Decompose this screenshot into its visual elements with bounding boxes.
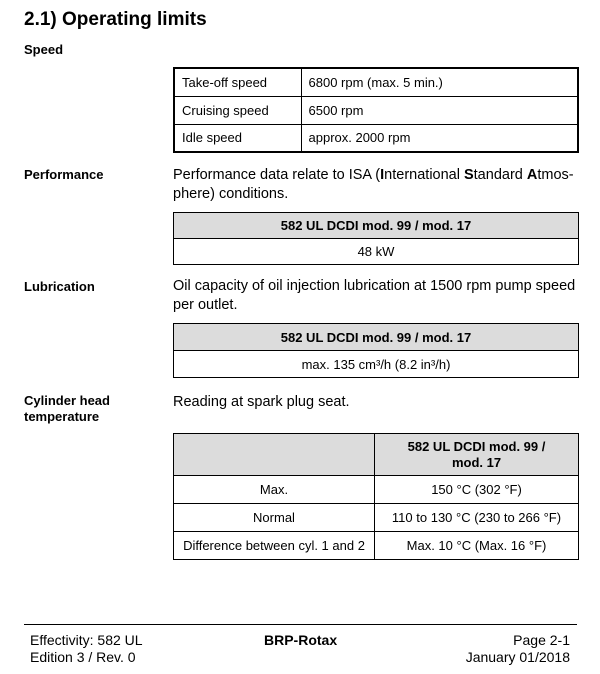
table-row — [174, 96, 578, 124]
speed-value: 6500 rpm — [301, 96, 578, 124]
table-row — [174, 124, 578, 152]
lubrication-table-header: 582 UL DCDI mod. 99 / mod. 17 — [174, 324, 579, 351]
section-heading: 2.1) Operating limits — [24, 9, 207, 30]
cylinder-row-value: Max. 10 °C (Max. 16 °F) — [375, 532, 579, 560]
footer-date: January 01/2018 — [465, 649, 570, 665]
cylinder-row-value: 150 °C (302 °F) — [375, 476, 579, 504]
speed-name: Cruising speed — [174, 96, 301, 124]
cylinder-row-name: Normal — [174, 504, 375, 532]
cylinder-table — [173, 433, 579, 560]
speed-value: 6800 rpm (max. 5 min.) — [301, 68, 578, 96]
speed-label: Speed — [24, 42, 64, 57]
footer-left — [30, 632, 143, 666]
cylinder-table-corner — [174, 434, 375, 476]
footer-divider — [24, 624, 577, 625]
table-row — [174, 68, 578, 96]
speed-value: approx. 2000 rpm — [301, 124, 578, 152]
speed-name: Idle speed — [174, 124, 301, 152]
lubrication-label: Lubrication — [24, 279, 95, 294]
cylinder-row-name: Max. — [174, 476, 375, 504]
cylinder-text: Reading at spark plug seat. — [173, 394, 350, 410]
cylinder-label: Cylinder head temperature — [24, 393, 110, 424]
table-row — [174, 532, 579, 560]
performance-value: 48 kW — [174, 239, 579, 265]
speed-name: Take-off speed — [174, 68, 301, 96]
cylinder-row-value: 110 to 130 °C (230 to 266 °F) — [375, 504, 579, 532]
performance-table-header: 582 UL DCDI mod. 99 / mod. 17 — [174, 213, 579, 239]
lubrication-text: Oil capacity of oil injection lubrication at 1500 rpm pump speed per outlet. — [173, 278, 576, 313]
performance-label: Performance — [24, 167, 104, 182]
speed-table — [173, 67, 579, 153]
cylinder-row-name: Difference between cyl. 1 and 2 — [174, 532, 375, 560]
cylinder-table-header: 582 UL DCDI mod. 99 / mod. 17 — [375, 434, 579, 476]
lubrication-value: max. 135 cm³/h (8.2 in³/h) — [174, 351, 579, 378]
lubrication-table — [173, 323, 579, 378]
performance-text: Performance data relate to ISA (International Standard Atmos- phere) conditions. — [173, 167, 574, 202]
table-row — [174, 504, 579, 532]
footer-brand: BRP-Rotax — [264, 632, 338, 648]
footer-page: Page 2-1 — [513, 632, 570, 648]
footer-right — [466, 632, 570, 666]
footer-edition: Edition 3 / Rev. 0 — [30, 649, 136, 665]
table-row — [174, 476, 579, 504]
table-row — [174, 434, 579, 476]
performance-table — [173, 212, 579, 265]
footer-effectivity: Effectivity: 582 UL — [30, 632, 143, 648]
